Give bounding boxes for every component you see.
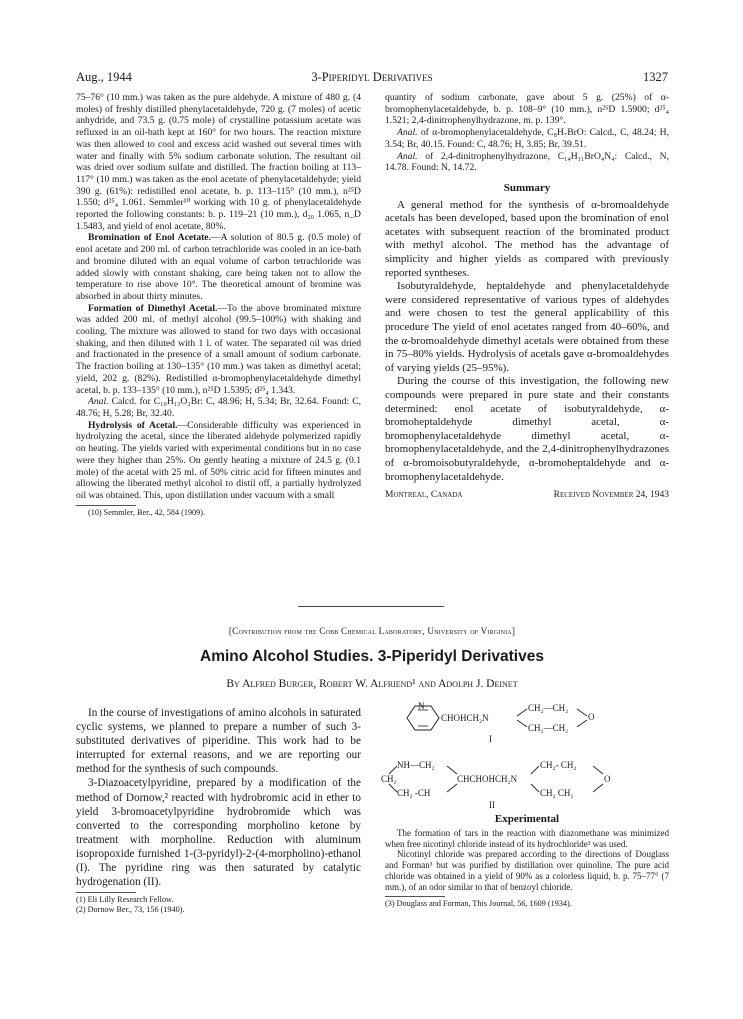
run-in-lead: Anal. [88, 396, 109, 408]
left-column-top [76, 92, 361, 518]
footnote-divider [76, 505, 136, 506]
structure-text: O [604, 774, 611, 784]
paragraph: Formation of Dimethyl Acetal.—To the above brominated mixture was added 200 ml. of methyl alcohol (99.5–100%) with shaking and cooling. The mixture was allowed to stand for two days with occasional shaking, and then diluted with 1 l. of water. The separated oil was dried and fractionated in the presence of a small amount of sodium carbonate. The fraction boiling at 130–135° (10 mm.) was taken as dimethyl acetal; yield, 202 g. (82%). Redistilled α-bromophenylacetaldehyde dimethyl acetal, b. p. 133–135° (10 mm.), n²⁵D 1.5395; d²⁵₄ 1.343. [76, 302, 361, 396]
run-in-lead: Anal. [397, 150, 418, 162]
paragraph: 3-Diazoacetylpyridine, prepared by a modification of the method of Dornow,² reacted with hydrobromic acid in ether to yield 3-bromoacetylpyridine hydrobromide which was converted to the corresponding morpholino ketone by treatment with morpholine. Reduction with aluminum isopropoxide furnished 1-(3-pyridyl)-2-(4-morpholino)-ethanol (I). The pyridine ring was then saturated by catalytic hydrogenation (II). [76, 777, 361, 889]
right-column-top [385, 92, 669, 504]
location: Montreal, Canada [385, 490, 463, 501]
footnote: (10) Semmler, Ber., 42, 584 (1909). [88, 507, 206, 517]
experimental-heading: Experimental [494, 813, 560, 825]
footnote-divider [385, 896, 445, 897]
run-in-lead: Anal. [397, 127, 418, 139]
paragraph: Anal. Calcd. for C₁₀H₁₃O₂Br: C, 48.96; H, 5.34; Br, 32.64. Found: C, 48.76; H, 5.28; Br, 32.40. [76, 396, 361, 419]
footnote-divider [76, 892, 136, 893]
paragraph: During the course of this investigation, the following new compounds were prepared in pure state and their constants determined: enol acetate of isobutyraldehyde, α-bromoheptaldehyde dimethyl acetal, α-bromophenylacetaldehyde dimethyl acetal, α-bromophenylacetaldehyde, and the 2,4-dinitrophenylhydrazones of α-bromoisobutyraldehyde, α-bromoheptaldehyde and α-bromophenylacetaldehyde. [385, 375, 669, 483]
running-header [76, 70, 668, 86]
page-number: 1327 [643, 70, 668, 84]
running-title: 3-Piperidyl Derivatives [311, 70, 433, 84]
run-in-heading: Formation of Dimethyl Acetal. [88, 302, 218, 314]
paragraph: Anal. of 2,4-dinitrophenylhydrazone, C₁₄H₁₁BrO₄N₄: Calcd., N, 14.78. Found: N, 14.72. [385, 150, 669, 174]
paragraph: A general method for the synthesis of α-bromoaldehyde acetals has been developed, based upon the bromination of enol acetates with subsequent reaction of the brominated product with methyl alcohol. The method has the advantage of simplicity and higher yields as compared with previously reported syntheses. [385, 198, 669, 279]
footnote: (3) Douglass and Forman, This Journal, 56, 1609 (1934). [385, 898, 572, 908]
left-column-bottom [76, 706, 361, 915]
paragraph: The formation of tars in the reaction with diazomethane was minimized when free nicotinyl chloride instead of its hydrochloride³ was used. [385, 827, 669, 849]
paragraph: In the course of investigations of amino alcohols in saturated cyclic systems, we planned to prepare a number of such 3-substituted derivatives of piperidine. This work had to be interrupted for external reasons, and we are reporting our method for the synthesis of such compounds. [76, 707, 361, 776]
paragraph: Anal. of α-bromophenylacetaldehyde, C₈H₇BrO: Calcd., C, 48.24; H, 3.54; Br, 40.15. Found: C, 48.76; H, 3.85; Br, 39.51. [385, 127, 670, 150]
structure-text: CH₂ CH₂ [540, 788, 574, 798]
paragraph: 75–76° (10 mm.) was taken as the pure aldehyde. A mixture of 480 g. (4 moles) of freshly distilled phenylacetaldehyde, 720 g. (7 moles) of acetic anhydride, and 73.5 g. (0.75 mole) of crystalline potassium acetate was refluxed in an oil-bath kept at 160° for two hours. The reaction mixture was then allowed to cool and excess acid washed out several times with water and finally with 5% sodium carbonate solution. The resultant oil was dried over sodium sulfate and distilled. The fraction boiling at 113–117° (10 mm.) was taken as the enol acetate of phenylacetaldehyde; yield 390 g. (61%): redistilled enol acetate, b. p. 113–115° (10 mm.), n²⁵D 1.550; d²⁵₄ 1.061. Semmler¹⁰ working with 10 g. of phenylacetaldehyde reported the following constants: b. p. 119–21 (10 mm.), d₂₀ 1.065, n_D 1.5483, and yield of enol acetate, 80%. [76, 92, 361, 232]
structure-text: NH—CH₂ [397, 760, 435, 770]
structure-text: CH₂—CH₂ [528, 723, 569, 733]
structure-text: CH₂—CH₂ [528, 703, 569, 713]
footnote: (2) Dornow Ber., 73, 156 (1940). [76, 905, 185, 915]
structure-text: CH₂ -CH [397, 788, 431, 798]
right-column-bottom [385, 814, 669, 909]
paragraph: quantity of sodium carbonate, gave about 5 g. (25%) of α-bromophenylacetaldehyde, b. p. 108–9° (10 mm.), n²⁵D 1.5900; d²⁵₄ 1.521; 2,4-dinitrophenylhydrazone, m. p. 139°. [385, 92, 669, 127]
paragraph: Isobutyraldehyde, heptaldehyde and phenylacetaldehyde were considered representative of various types of aldehydes and were chosen to test the general applicability of this procedure The yield of enol acetates ranged from 40–60%, and the α-bromoaldehyde dimethyl acetals were obtained from these in 75–80% yields. Hydrolysis of acetals gave α-bromoaldehydes of varying yields (25–95%). [385, 280, 669, 374]
section-divider [298, 606, 444, 607]
received-date: Received November 24, 1943 [553, 490, 669, 501]
paragraph: Hydrolysis of Acetal.—Considerable difficulty was experienced in hydrolyzing the acetal, since the liberated aldehyde polymerized rapidly on heating. The yields varied with experimental conditions but in no case were they higher than 25%. On gently heating a mixture of 24.5 g. (0.1 mole) of the acetal with 25 ml. of 50% citric acid for fifteen minutes and allowing the liberated methyl alcohol to distil off, a partially hydrolyzed oil was obtained. This, upon distillation under vacuum with a small [76, 419, 361, 501]
compound-label: I [489, 734, 492, 744]
article-authors: By Alfred Burger, Robert W. Alfriend¹ and Adolph J. Deinet [226, 678, 518, 690]
chemical-structures [381, 701, 669, 812]
issue-date: Aug., 1944 [76, 70, 132, 84]
article-title: Amino Alcohol Studies. 3-Piperidyl Derivatives [200, 648, 544, 665]
signature-row [385, 490, 669, 504]
paragraph: Bromination of Enol Acetate.—A solution of 80.5 g. (0.5 mole) of enol acetate and 200 ml. of carbon tetrachloride was cooled in an ice-bath and bromine diluted with an equal volume of carbon tetrachloride was added slowly with constant shaking, care being taken not to allow the temperature to rise above 10°. The theoretical amount of bromine was absorbed in about thirty minutes. [76, 232, 361, 302]
structure-text: N [418, 701, 425, 711]
structure-text: CHOHCH₂N [441, 713, 489, 723]
contribution-line: [Contribution from the Cobb Chemical Laboratory, University of Virginia] [228, 626, 516, 636]
run-in-heading: Hydrolysis of Acetal. [88, 419, 178, 431]
paragraph: Nicotinyl chloride was prepared according to the directions of Douglass and Forman³ but was purified by distillation over quinoline. The pure acid chloride was obtained in a yield of 90% as a colorless liquid, b. p. 75–77° (7 mm.), of an odor similar to that of benzoyl chloride. [385, 849, 669, 892]
structure-text: CHCHOHCH₂N [457, 774, 518, 784]
structure-text: CH₂- CH₂ [540, 760, 577, 770]
footnote: (1) Eli Lilly Research Fellow. [76, 895, 174, 905]
structure-text: O [588, 712, 595, 722]
summary-heading: Summary [503, 181, 551, 194]
run-in-heading: Bromination of Enol Acetate. [88, 232, 211, 244]
structure-text: CH₂ [381, 774, 397, 784]
summary [385, 199, 669, 484]
compound-label: II [489, 800, 495, 810]
